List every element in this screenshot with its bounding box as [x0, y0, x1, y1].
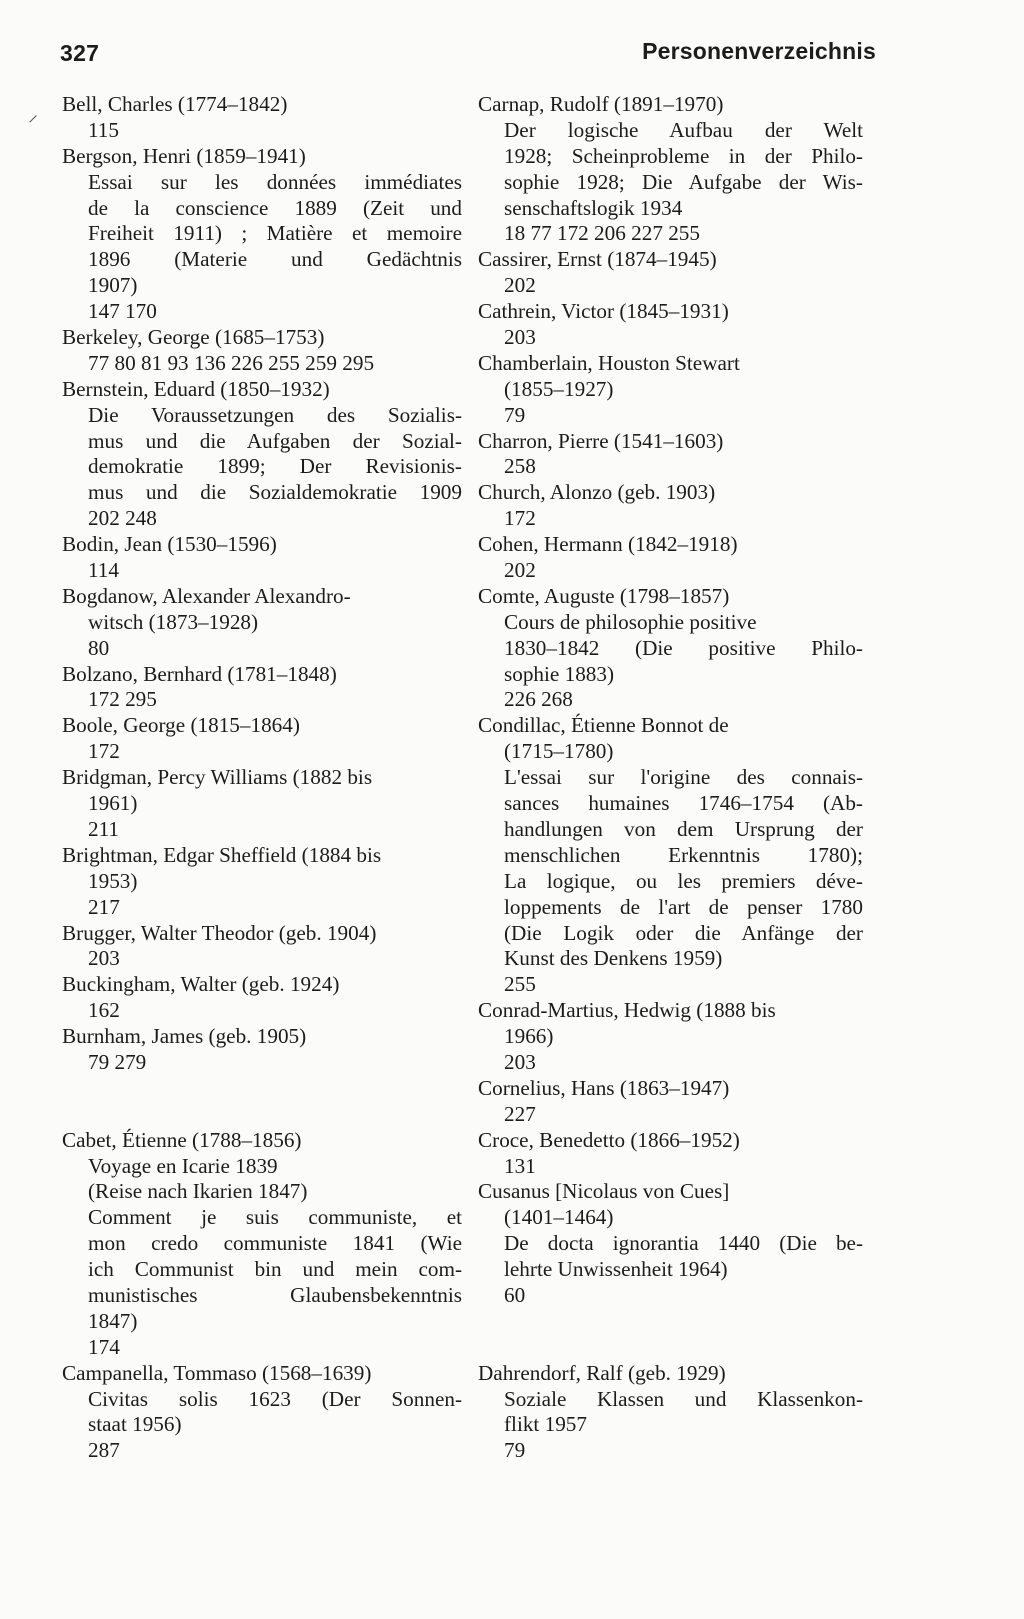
- index-entry: [62, 532, 462, 584]
- index-entry: [478, 584, 863, 713]
- index-entry: [478, 299, 863, 351]
- index-entry-detail: Civitas solis 1623 (Der Sonnen-: [88, 1386, 462, 1411]
- index-entry: [62, 1361, 462, 1465]
- index-entry-detail: 287: [88, 1438, 120, 1463]
- index-entry-name: Buckingham, Walter (geb. 1924): [62, 972, 340, 997]
- index-entry-detail: de la conscience 1889 (Zeit und: [88, 195, 462, 220]
- index-entry-name: Bridgman, Percy Williams (1882 bis: [62, 765, 373, 790]
- index-entry: [478, 247, 863, 299]
- index-entry-detail: 18 77 172 206 227 255: [504, 221, 700, 246]
- index-entry: [478, 713, 863, 998]
- index-entry: [62, 713, 462, 765]
- index-column-left: [62, 92, 462, 1464]
- index-entry-detail: 203: [504, 1049, 536, 1074]
- index-entry: [62, 765, 462, 843]
- index-entry-name: Bolzano, Bernhard (1781–1848): [62, 661, 337, 686]
- index-entry-detail: 79: [504, 402, 526, 427]
- index-entry-detail: witsch (1873–1928): [88, 609, 259, 634]
- index-entry-detail: 255: [504, 972, 536, 997]
- index-entry-name: Bodin, Jean (1530–1596): [62, 532, 277, 557]
- index-entry-name: Cassirer, Ernst (1874–1945): [478, 247, 717, 272]
- index-entry: [478, 1128, 863, 1180]
- margin-mark-icon: ⸝: [28, 104, 38, 126]
- index-entry: [478, 998, 863, 1076]
- index-entry-detail: senschaftslogik 1934: [504, 195, 683, 220]
- index-entry-detail: staat 1956): [88, 1412, 182, 1437]
- index-entry: [478, 351, 863, 429]
- index-entry-detail: (1855–1927): [504, 376, 614, 401]
- index-entry-detail: 114: [88, 558, 119, 583]
- index-entry-detail: Kunst des Denkens 1959): [504, 946, 723, 971]
- index-entry-detail: 1928; Scheinprobleme in der Philo-: [504, 143, 863, 168]
- index-entry: [62, 377, 462, 532]
- index-entry-detail: Cours de philosophie positive: [504, 609, 757, 634]
- index-entry-detail: 115: [88, 117, 119, 142]
- index-entry-detail: 172 295: [88, 687, 157, 712]
- index-entry-detail: De docta ignorantia 1440 (Die be-: [504, 1231, 863, 1256]
- index-entry: [62, 1128, 462, 1361]
- index-entry: [62, 325, 462, 377]
- page-number: 327: [60, 40, 100, 66]
- index-entry: [478, 1361, 863, 1465]
- index-entry-detail: menschlichen Erkenntnis 1780);: [504, 842, 863, 867]
- index-column-right: [478, 92, 863, 1464]
- index-entry-detail: 203: [504, 325, 536, 350]
- index-entry-name: Carnap, Rudolf (1891–1970): [478, 92, 724, 116]
- index-entry-name: Conrad-Martius, Hedwig (1888 bis: [478, 998, 776, 1023]
- index-entry-detail: 1966): [504, 1024, 554, 1049]
- index-entry-detail: munistisches Glaubensbekenntnis: [88, 1282, 462, 1307]
- index-entry: [62, 843, 462, 921]
- index-entry-name: Cathrein, Victor (1845–1931): [478, 299, 729, 324]
- index-entry-detail: 174: [88, 1334, 120, 1359]
- index-entry-detail: mus und die Sozialdemokratie 1909: [88, 480, 462, 505]
- index-entry-detail: (Die Logik oder die Anfänge der: [504, 920, 863, 945]
- index-entry-detail: 226 268: [504, 687, 573, 712]
- index-entry-name: Cornelius, Hans (1863–1947): [478, 1075, 730, 1100]
- index-entry-detail: 1896 (Materie und Gedächtnis: [88, 247, 462, 272]
- index-entry-name: Brightman, Edgar Sheffield (1884 bis: [62, 842, 382, 867]
- index-entry-name: Boole, George (1815–1864): [62, 713, 300, 738]
- index-entry-detail: 131: [504, 1153, 536, 1178]
- index-entry-detail: 80: [88, 635, 110, 660]
- index-entry-detail: ich Communist bin und mein com-: [88, 1257, 462, 1282]
- index-entry-name: Bergson, Henri (1859–1941): [62, 143, 306, 168]
- index-entry: [62, 92, 462, 144]
- letter-section-gap: [62, 1076, 462, 1128]
- index-entry-detail: 202: [504, 273, 536, 298]
- index-entry: [62, 972, 462, 1024]
- index-entry: [478, 92, 863, 247]
- index-entry-detail: 147 170: [88, 299, 157, 324]
- index-entry-detail: 1907): [88, 273, 138, 298]
- index-entry: [62, 921, 462, 973]
- index-entry-detail: 79: [504, 1438, 526, 1463]
- index-entry-detail: (Reise nach Ikarien 1847): [88, 1179, 308, 1204]
- index-entry-detail: 1830–1842 (Die positive Philo-: [504, 635, 863, 660]
- index-entry: [478, 1179, 863, 1308]
- index-entry-detail: 1961): [88, 791, 138, 816]
- index-entry-detail: lehrte Unwissenheit 1964): [504, 1257, 728, 1282]
- index-entry-detail: 172: [88, 739, 120, 764]
- index-entry-name: Campanella, Tommaso (1568–1639): [62, 1360, 372, 1385]
- index-entry-detail: 60: [504, 1282, 526, 1307]
- index-entry-detail: mus und die Aufgaben der Sozial-: [88, 428, 462, 453]
- index-entry-name: Brugger, Walter Theodor (geb. 1904): [62, 920, 377, 945]
- index-entry-detail: 79 279: [88, 1049, 147, 1074]
- index-entry-detail: 203: [88, 946, 120, 971]
- index-entry-detail: 1847): [88, 1308, 138, 1333]
- index-entry: [62, 662, 462, 714]
- index-entry: [478, 532, 863, 584]
- index-entry-detail: 172: [504, 506, 536, 531]
- index-entry-name: Chamberlain, Houston Stewart: [478, 350, 740, 375]
- index-entry-detail: 162: [88, 998, 120, 1023]
- index-entry-detail: Essai sur les données immédiates: [88, 169, 462, 194]
- index-entry-detail: (1401–1464): [504, 1205, 614, 1230]
- index-entry-detail: 258: [504, 454, 536, 479]
- index-entry-name: Dahrendorf, Ralf (geb. 1929): [478, 1360, 726, 1385]
- index-entry-detail: 211: [88, 816, 119, 841]
- index-entry: [478, 429, 863, 481]
- index-entry-detail: sances humaines 1746–1754 (Ab-: [504, 791, 863, 816]
- letter-section-gap: [478, 1309, 863, 1361]
- index-entry-detail: 77 80 81 93 136 226 255 259 295: [88, 350, 375, 375]
- index-entry-name: Croce, Benedetto (1866–1952): [478, 1127, 740, 1152]
- index-entry-name: Bernstein, Eduard (1850–1932): [62, 376, 330, 401]
- index-entry-name: Bogdanow, Alexander Alexandro-: [62, 583, 351, 608]
- index-entry-detail: 1953): [88, 868, 138, 893]
- index-entry-detail: Soziale Klassen und Klassenkon-: [504, 1386, 863, 1411]
- index-entry-name: Berkeley, George (1685–1753): [62, 325, 325, 350]
- index-entry-detail: Voyage en Icarie 1839: [88, 1153, 278, 1178]
- index-entry-detail: 217: [88, 894, 120, 919]
- index-entry-name: Cabet, Étienne (1788–1856): [62, 1127, 302, 1152]
- index-entry-name: Cusanus [Nicolaus von Cues]: [478, 1179, 730, 1204]
- index-entry-detail: sophie 1883): [504, 661, 615, 686]
- index-entry: [478, 1076, 863, 1128]
- index-entry-name: Charron, Pierre (1541–1603): [478, 428, 724, 453]
- index-entry-detail: Die Voraussetzungen des Sozialis-: [88, 402, 462, 427]
- index-entry-detail: (1715–1780): [504, 739, 614, 764]
- index-entry-detail: Der logische Aufbau der Welt: [504, 117, 863, 142]
- index-entry-detail: sophie 1928; Die Aufgabe der Wis-: [504, 169, 863, 194]
- index-entry: [62, 144, 462, 325]
- index-entry-detail: demokratie 1899; Der Revisionis-: [88, 454, 462, 479]
- running-head: Personenverzeichnis: [642, 38, 876, 64]
- index-entry-detail: 227: [504, 1101, 536, 1126]
- index-entry: [478, 480, 863, 532]
- index-entry: [62, 1024, 462, 1076]
- index-entry-name: Church, Alonzo (geb. 1903): [478, 480, 716, 505]
- index-entry-detail: La logique, ou les premiers déve-: [504, 868, 863, 893]
- index-entry-name: Condillac, Étienne Bonnot de: [478, 713, 729, 738]
- index-entry-detail: 202: [504, 558, 536, 583]
- index-entry-detail: L'essai sur l'origine des connais-: [504, 765, 863, 790]
- index-entry-detail: handlungen von dem Ursprung der: [504, 816, 863, 841]
- index-entry-name: Comte, Auguste (1798–1857): [478, 583, 730, 608]
- index-entry-detail: 202 248: [88, 506, 157, 531]
- index-entry-detail: flikt 1957: [504, 1412, 587, 1437]
- index-entry-detail: Freiheit 1911) ; Matière et memoire: [88, 221, 462, 246]
- index-entry-detail: loppements de l'art de penser 1780: [504, 894, 863, 919]
- index-entry-detail: mon credo communiste 1841 (Wie: [88, 1231, 462, 1256]
- index-entry-name: Bell, Charles (1774–1842): [62, 92, 288, 116]
- index-entry-name: Burnham, James (geb. 1905): [62, 1024, 307, 1049]
- index-entry-detail: Comment je suis communiste, et: [88, 1205, 462, 1230]
- index-entry-name: Cohen, Hermann (1842–1918): [478, 532, 738, 557]
- index-entry: [62, 584, 462, 662]
